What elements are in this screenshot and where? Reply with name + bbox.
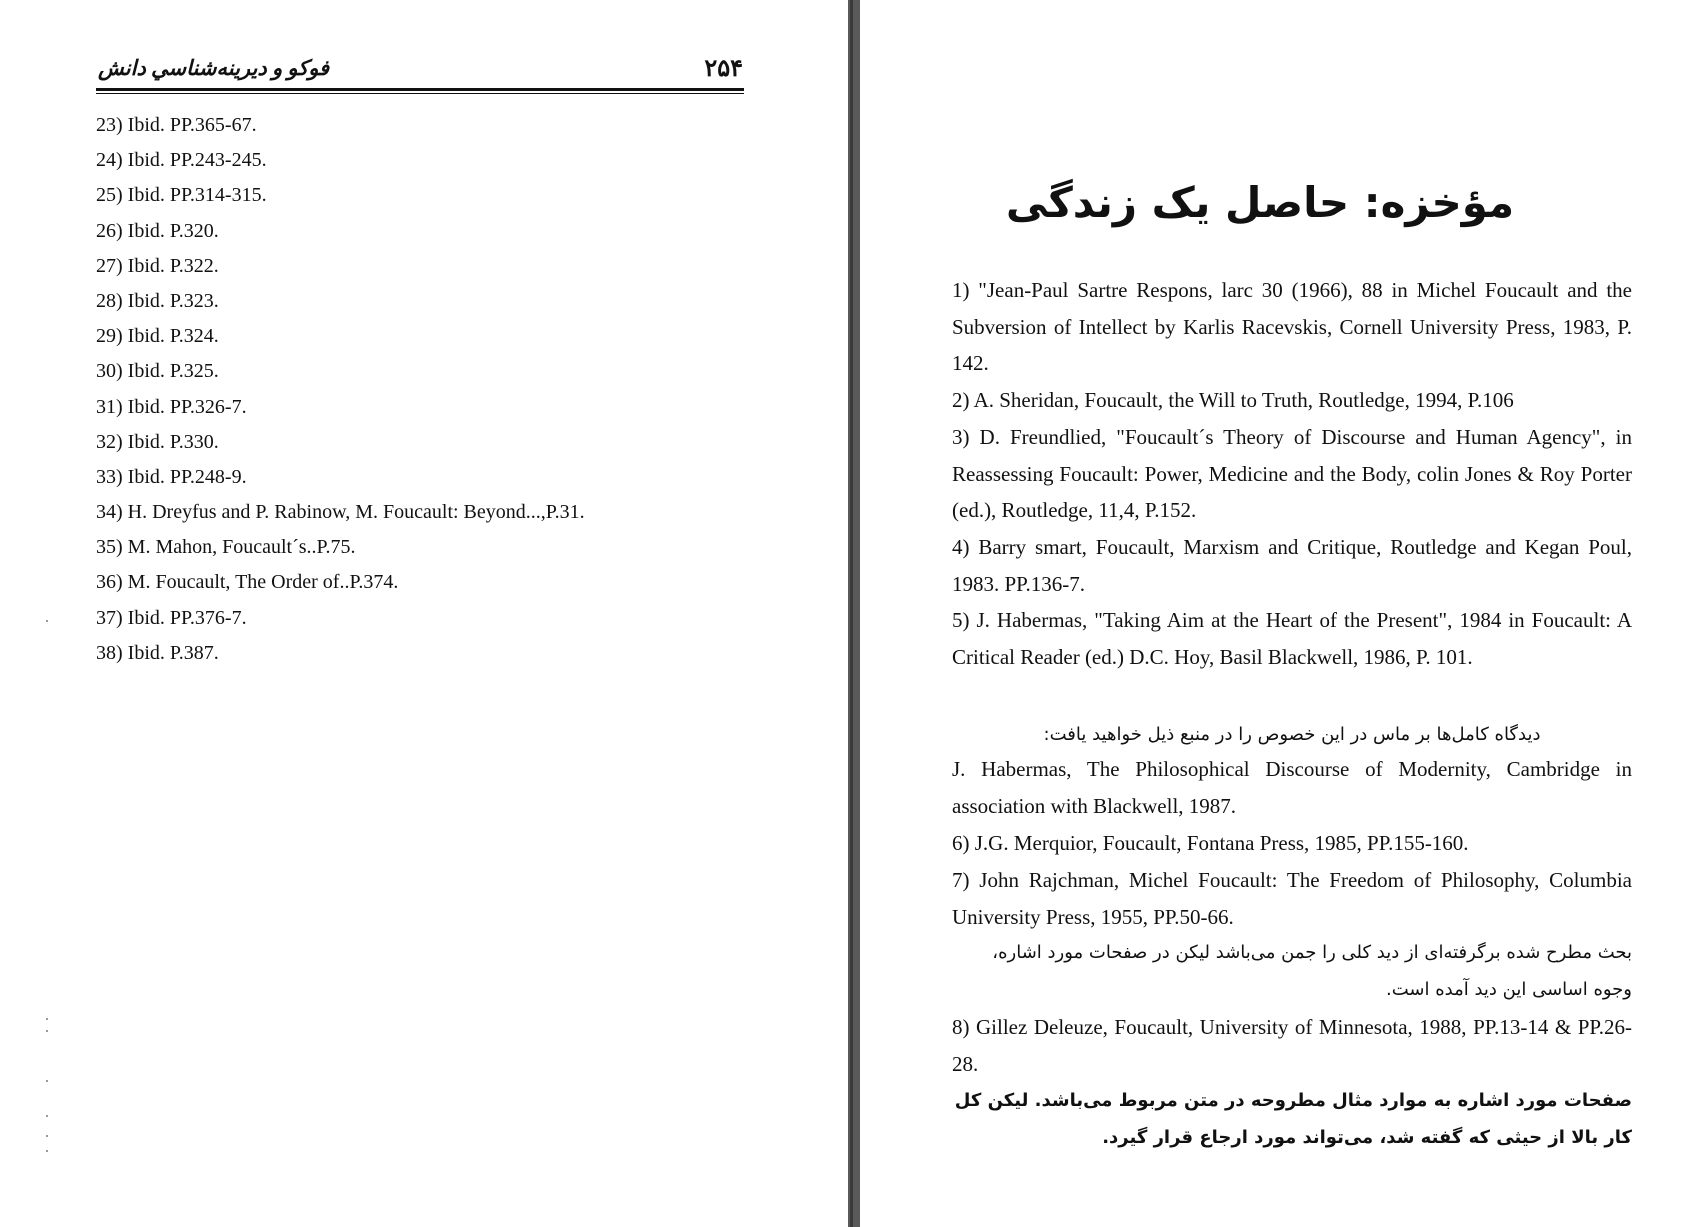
endnote-23: 23) Ibid. PP.365-67. [96,114,257,136]
page-number: ۲۵۴ [704,56,743,82]
endnote-6: 6) J.G. Merquior, Foucault, Fontana Press, 1985, PP.155-160. [952,831,1469,855]
running-head-title: فوكو و ديرينه‌شناسي دانش [98,56,330,80]
endnote-24: 24) Ibid. PP.243-245. [96,149,267,172]
persian-note-1: ديدگاه كامل‌ها بر ماس در اين خصوص را در منبع ذيل خواهيد يافت: [1043,724,1541,745]
endnote-33: 33) Ibid. PP.248-9. [96,465,247,488]
endnote-36: 36) M. Foucault, The Order of..P.374. [96,571,399,594]
endnote-4: 4) Barry smart, Foucault, Marxism and Critique, Routledge and Kegan Poul, 1983. PP.136-7. [952,535,1632,596]
scan-speck [46,1115,48,1117]
book-gutter [848,0,860,1227]
running-head [98,52,743,88]
scan-speck [46,1150,48,1152]
endnote-5: 5) J. Habermas, "Taking Aim at the Heart of the Present", 1984 in Foucault: A Critical Reader (ed.) D.C. Hoy, Basil Blackwell, 1986, P. 101. [952,608,1632,669]
endnote-7: 7) John Rajchman, Michel Foucault: The Freedom of Philosophy, Columbia University Press, 1955, PP.50-66. [952,868,1632,929]
header-rule-thick [96,88,744,91]
endnote-34: 34) H. Dreyfus and P. Rabinow, M. Foucault: Beyond...,P.31. [96,501,585,524]
endnote-32: 32) Ibid. P.330. [96,430,219,453]
endnote-35: 35) M. Mahon, Foucault´s..P.75. [96,536,356,559]
endnote-5-supplement: J. Habermas, The Philosophical Discourse of Modernity, Cambridge in association with Blackwell, 1987. [952,757,1632,818]
persian-note-2: بحث مطرح شده برگرفته‌اى از ديد كلى را جمن مى‌باشد ليكن در صفحات مورد اشاره، وجوه اساسى اين ديد آمده است. [992,942,1632,1000]
endnote-27: 27) Ibid. P.322. [96,254,219,277]
persian-note-3: صفحات مورد اشاره به موارد مثال مطروحه در متن مربوط مى‌باشد. ليكن كل كار بالا از حيثى كه گفته شد، مى‌تواند مورد ارجاع قرار گيرد. [954,1090,1632,1148]
scan-speck [46,1018,48,1020]
endnote-30: 30) Ibid. P.325. [96,360,219,383]
endnote-37: 37) Ibid. PP.376-7. [96,606,247,629]
section-title: مؤخزه: حاصل یک زندگی [1005,178,1515,227]
endnotes-list-left [96,108,585,671]
endnote-2: 2) A. Sheridan, Foucault, the Will to Truth, Routledge, 1994, P.106 [952,388,1514,412]
header-rule-thin [96,93,744,94]
endnote-8: 8) Gillez Deleuze, Foucault, University of Minnesota, 1988, PP.13-14 & PP.26-28. [952,1015,1632,1076]
endnote-26: 26) Ibid. P.320. [96,219,219,242]
scan-speck [46,620,48,622]
endnote-28: 28) Ibid. P.323. [96,289,219,312]
endnote-25: 25) Ibid. PP.314-315. [96,184,267,207]
scan-speck [46,1080,48,1082]
endnote-3: 3) D. Freundlied, "Foucault´s Theory of Discourse and Human Agency", in Reassessing Foucault: Power, Medicine and the Body, colin Jones & Roy Porter (ed.), Routledge, 11,4, P.152. [952,425,1632,523]
endnote-38: 38) Ibid. P.387. [96,641,219,664]
scan-speck [46,1135,48,1137]
endnote-31: 31) Ibid. PP.326-7. [96,395,247,418]
endnote-29: 29) Ibid. P.324. [96,325,219,348]
scan-speck [46,1030,48,1032]
endnote-1: 1) "Jean-Paul Sartre Respons, larc 30 (1966), 88 in Michel Foucault and the Subversion of Intellect by Karlis Racevskis, Cornell University Press, 1983, P. 142. [952,278,1632,376]
